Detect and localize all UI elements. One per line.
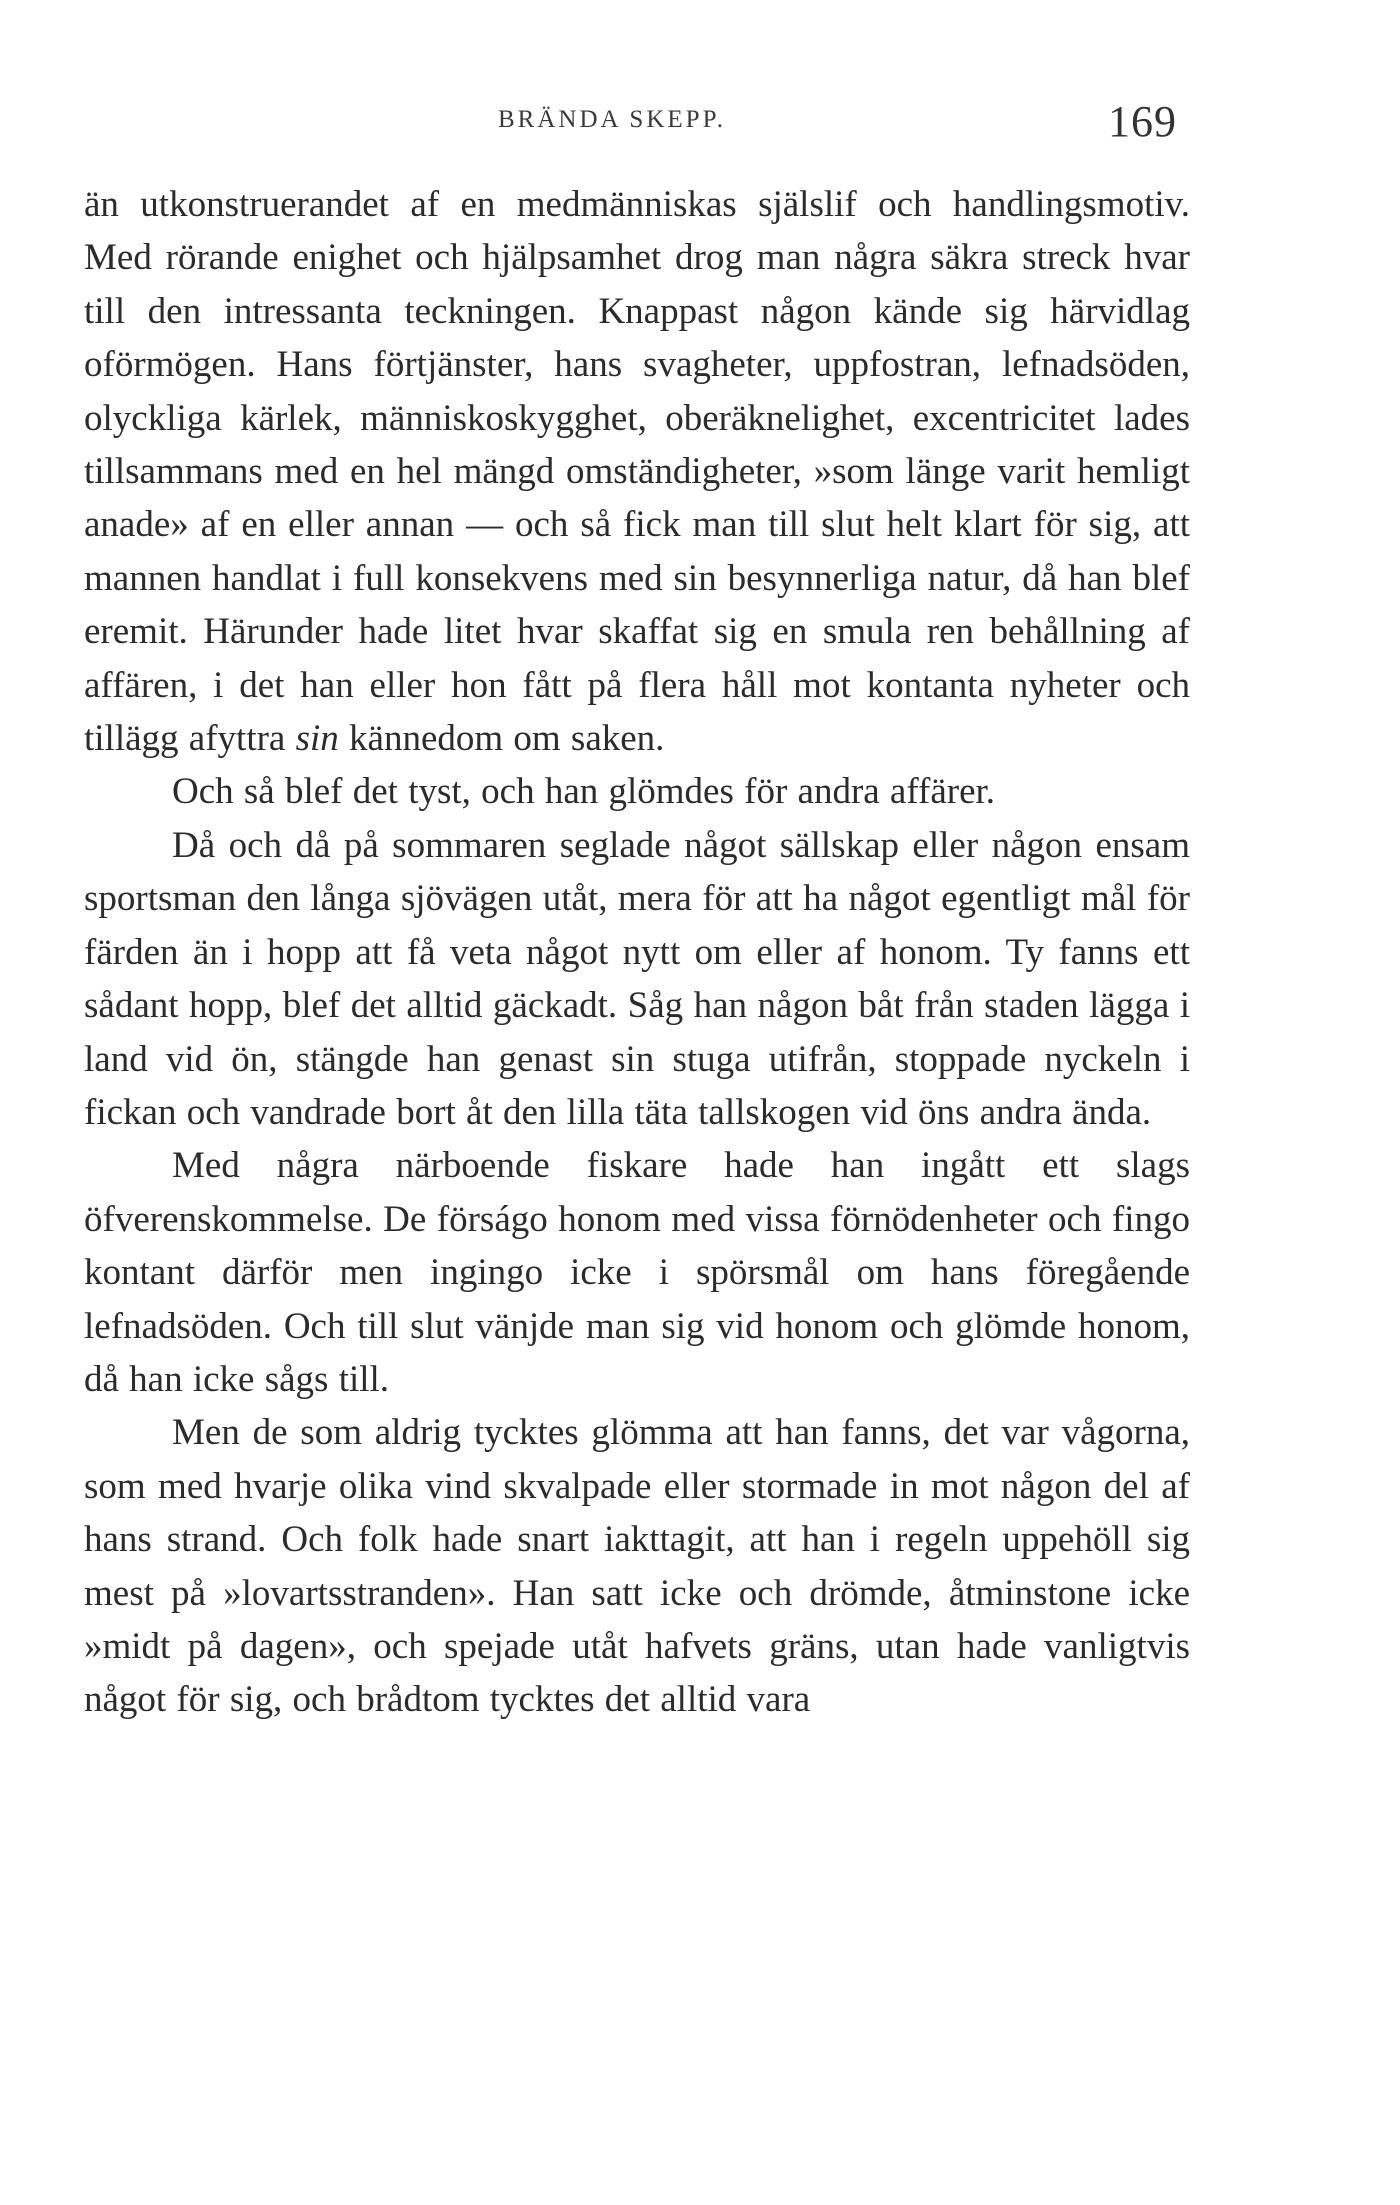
paragraph-1-text: än utkonstruerandet af en medmänniskas själslif och handlingsmotiv. Med rörande enighet och hjälpsamhet drog man några säkra streck hvar till den intressanta teckningen. Knappast någon kände sig härvidlag oförmögen. Hans förtjänster, hans svagheter, uppfostran, lefnadsöden, olyckliga kärlek, människoskygghet, oberäknelighet, excentricitet lades tillsammans med en hel mängd omständigheter, »som länge varit hemligt anade» af en eller annan — och så fick man till slut helt klart för sig, att mannen handlat i full konsekvens med sin besynnerliga natur, då han blef eremit. Härunder hade litet hvar skaffat sig en smula ren behållning af affären, i det han eller hon fått på flera håll mot kontanta nyheter och tillägg afyttra	[84, 184, 1190, 760]
paragraph-4-text: Med några närboende fiskare hade han ingått ett slags öfverenskommelse. De förságo honom med vissa förnödenheter och fingo kontant därför men ingingo icke i spörsmål om hans föregående lefnadsöden. Och till slut vänjde man sig vid honom och glömde honom, då han icke sågs till.	[84, 1145, 1190, 1400]
paragraph-3	[84, 819, 1190, 1139]
paragraph-3-text: Då och då på sommaren seglade något sällskap eller någon ensam sportsman den långa sjövägen utåt, mera för att ha något egentligt mål för färden än i hopp att få veta något nytt om eller af honom. Ty fanns ett sådant hopp, blef det alltid gäckadt. Såg han någon båt från staden lägga i land vid ön, stängde han genast sin stuga utifrån, stoppade nyckeln i fickan och vandrade bort åt den lilla täta tallskogen vid öns andra ända.	[84, 824, 1190, 1133]
italic-word-sin: sin	[295, 718, 339, 760]
paragraph-1-tail: kännedom om saken.	[338, 718, 665, 760]
running-title: BRÄNDA SKEPP.	[498, 106, 726, 133]
paragraph-4	[84, 1139, 1190, 1406]
body-text	[84, 178, 1190, 1727]
paragraph-2	[84, 765, 1190, 818]
paragraph-2-text: Och så blef det tyst, och han glömdes för andra affärer.	[172, 771, 996, 813]
paragraph-1	[84, 178, 1190, 765]
paragraph-5	[84, 1406, 1190, 1726]
page-number: 169	[1108, 97, 1177, 146]
paragraph-5-text: Men de som aldrig tycktes glömma att han fanns, det var vågorna, som med hvarje olika vind skvalpade eller stormade in mot någon del af hans strand. Och folk hade snart iakttagit, att han i regeln uppehöll sig mest på »lovartsstranden». Han satt icke och drömde, åtminstone icke »midt på dagen», och spejade utåt hafvets gräns, utan hade vanligtvis något för sig, och brådtom tycktes det alltid vara	[84, 1412, 1190, 1721]
running-header	[0, 96, 1400, 156]
